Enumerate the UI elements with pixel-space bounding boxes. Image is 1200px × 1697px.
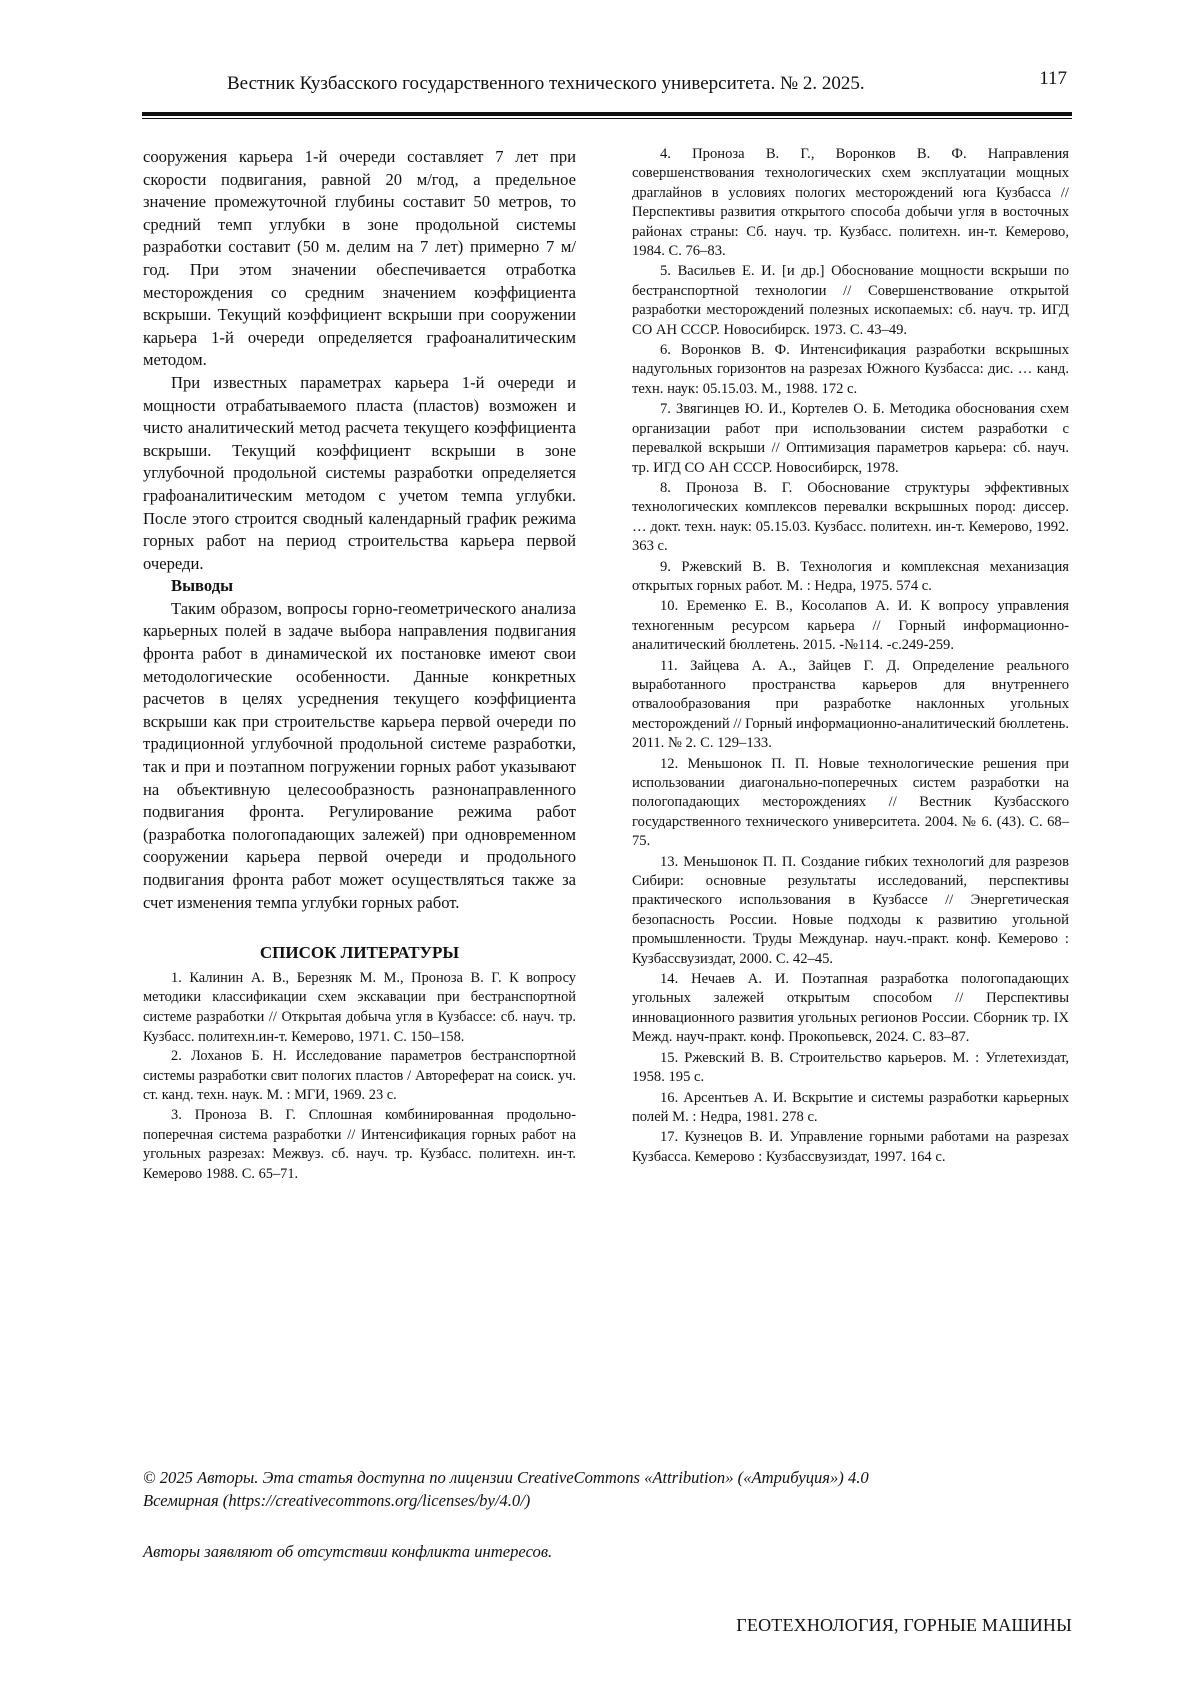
reference-item: 5. Васильев Е. И. [и др.] Обоснование мощности вскрыши по бестранспортной технологии // Совершенствование открытой разработки месторождений полезных ископаемых: сб. науч. тр. ИГД СО АН СССР. Новосибирск. 1973. С. 43–49. — [632, 263, 1069, 338]
section-name: ГЕОТЕХНОЛОГИЯ, ГОРНЫЕ МАШИНЫ — [736, 1615, 1072, 1635]
reference-item: 17. Кузнецов В. И. Управление горными работами на разрезах Кузбасса. Кемерово : Кузбассвузиздат, 1997. 164 с. — [632, 1129, 1069, 1165]
page-number: 117 — [1039, 68, 1067, 89]
license-line: © 2025 Авторы. Эта статья доступна по лицензии CreativeCommons «Attribution» («Атрибуция») 4.0 — [143, 1468, 869, 1487]
body-paragraph: сооружения карьера 1-й очереди составляет 7 лет при скорости подвигания, равной 20 м/год, а предельное значение промежуточной глубины составит 50 метров, то средний темп углубки в зоне продольной системы разработки составит (50 м. делим на 7 лет) примерно 7 м/год. При этом значении обеспечивается отработка месторождения со средним значением коэффициента вскрыши. Текущий коэффициент вскрыши при сооружении карьера 1-й очереди определяется графоаналитическим методом. — [143, 147, 576, 370]
reference-item: 14. Нечаев А. И. Поэтапная разработка пологопадающих угольных залежей открытым способом // Перспективы инновационного развития угольных регионов России. Сборник тр. IX Межд. науч-практ. конф. Прокопьевск, 2024. С. 83–87. — [632, 971, 1069, 1046]
right-column — [632, 145, 1069, 1167]
reference-item: 4. Проноза В. Г., Воронков В. Ф. Направления совершенствования технологических схем эксплуатации мощных драглайнов в условиях пологих месторождений юга Кузбасса // Перспективы развития открытого способа добычи угля в восточных районах страны: Сб. науч. тр. Кузбасс. политехн. ин-т. Кемерово, 1984. С. 76–83. — [632, 146, 1069, 260]
reference-item: 10. Еременко Е. В., Косолапов А. И. К вопросу управления техногенным ресурсом карьера // Горный информационно-аналитический бюллетень. 2015. -№114. -с.249-259. — [632, 598, 1069, 654]
reference-item: 15. Ржевский В. В. Строительство карьеров. М. : Углетехиздат, 1958. 195 с. — [632, 1049, 1069, 1086]
references-heading: СПИСОК ЛИТЕРАТУРЫ — [259, 943, 460, 963]
header-rule-thick — [142, 112, 1072, 116]
reference-item: 16. Арсентьев А. И. Вскрытие и системы разработки карьерных полей М. : Недра, 1981. 278 с. — [632, 1089, 1069, 1125]
reference-item: 2. Лоханов Б. Н. Исследование параметров бестранспортной системы разработки свит пологих пластов / Автореферат на соиск. уч. ст. канд. техн. наук. М. : МГИ, 1969. 23 с. — [143, 1048, 576, 1104]
conclusions-paragraph: Таким образом, вопросы горно-геометрического анализа карьерных полей в задаче выбора направления подвигания фронта работ в динамической их постановке имеют свои методологические особенности. Данные конкретных расчетов в целях усреднения текущего коэффициента вскрыши как при строительстве карьера первой очереди по традиционной углубочной продольной системе разработки, так и при и поэтапном погружении горных работ указывают на объективную целесообразность разнонаправленного подвигания фронта. Регулирование режима работ (разработка пологопадающих залежей) при одновременном сооружении карьера первой очереди и продольного подвигания фронта работ может осуществляться также за счет изменения темпа углубки горных работ. — [143, 598, 576, 912]
reference-item: 9. Ржевский В. В. Технология и комплексная механизация открытых горных работ. М. : Недра, 1975. 574 с. — [632, 558, 1069, 594]
reference-item: 1. Калинин А. В., Березняк М. М., Проноза В. Г. К вопросу методики классификации схем экскавации при бестранспортной системе разработки // Открытая добыча угля в Кузбассе: сб. науч. тр. Кузбасс. политехн.ин-т. Кемерово, 1971. С. 150–158. — [143, 969, 576, 1045]
conclusions-heading: Выводы — [171, 576, 234, 596]
conflict-of-interest-statement: Авторы заявляют об отсутствии конфликта интересов. — [143, 1542, 553, 1561]
reference-item: 8. Проноза В. Г. Обоснование структуры эффективных технологических комплексов перевалки вскрышных пород: диссер. … докт. техн. наук: 05.15.03. Кузбасс. политехн. ин-т. Кемерово, 1992. 363 с. — [632, 479, 1069, 555]
page-header — [142, 66, 1072, 114]
reference-item: 13. Меньшонок П. П. Создание гибких технологий для разрезов Сибири: основные результаты исследований, перспективы практического использования в Кузбассе // Энергетическая безопасность России. Новые подходы к развитию угольной промышленности. Труды Междунар. науч.-практ. конф. Кемерово : Кузбассвузиздат, 2000. С. 42–45. — [632, 853, 1069, 967]
header-rule-thin — [142, 118, 1072, 119]
reference-item: 6. Воронков В. Ф. Интенсификация разработки вскрышных надугольных горизонтов на разрезах Южного Кузбасса: дис. … канд. техн. наук: 05.15.03. М., 1988. 172 с. — [632, 342, 1069, 397]
license-line: Всемирная (https://creativecommons.org/licenses/by/4.0/) — [143, 1491, 531, 1510]
body-paragraph: При известных параметрах карьера 1-й очереди и мощности отрабатываемого пласта (пластов) возможен и чисто аналитический метод расчета текущего коэффициента вскрыши. Текущий коэффициент вскрыши в зоне углубочной продольной системы разработки определяется графоаналитическим методом с учетом темпа углубки. После этого строится сводный календарный график режима горных работ на период строительства карьера первой очереди. — [143, 372, 576, 573]
reference-item: 7. Звягинцев Ю. И., Кортелев О. Б. Методика обоснования схем организации работ при использовании систем разработки с перевалкой вскрыши // Оптимизация параметров карьера: сб. науч. тр. ИГД СО АН СССР. Новосибирск, 1978. — [632, 401, 1069, 476]
reference-item: 11. Зайцева А. А., Зайцев Г. Д. Определение реального выработанного пространства карьеров для внутреннего отвалообразования при разработке наклонных угольных месторождений // Горный информационно-аналитический бюллетень. 2011. № 2. С. 129–133. — [632, 657, 1069, 752]
license-notice — [143, 1466, 1073, 1512]
reference-item: 3. Проноза В. Г. Сплошная комбинированная продольно-поперечная система разработки // Интенсификация горных работ на угольных разрезах: Межвуз. сб. науч. тр. Кузбасс. политехн. ин-т. Кемерово 1988. С. 65–71. — [143, 1106, 576, 1182]
reference-item: 12. Меньшонок П. П. Новые технологические решения при использовании диагонально-поперечных систем разработки на пологопадающих месторождениях // Вестник Кузбасского государственного технического университета. 2004. № 6. (43). С. 68–75. — [632, 755, 1069, 850]
left-column — [143, 146, 576, 1184]
journal-title: Вестник Кузбасского государственного технического университета. № 2. 2025. — [227, 73, 865, 94]
